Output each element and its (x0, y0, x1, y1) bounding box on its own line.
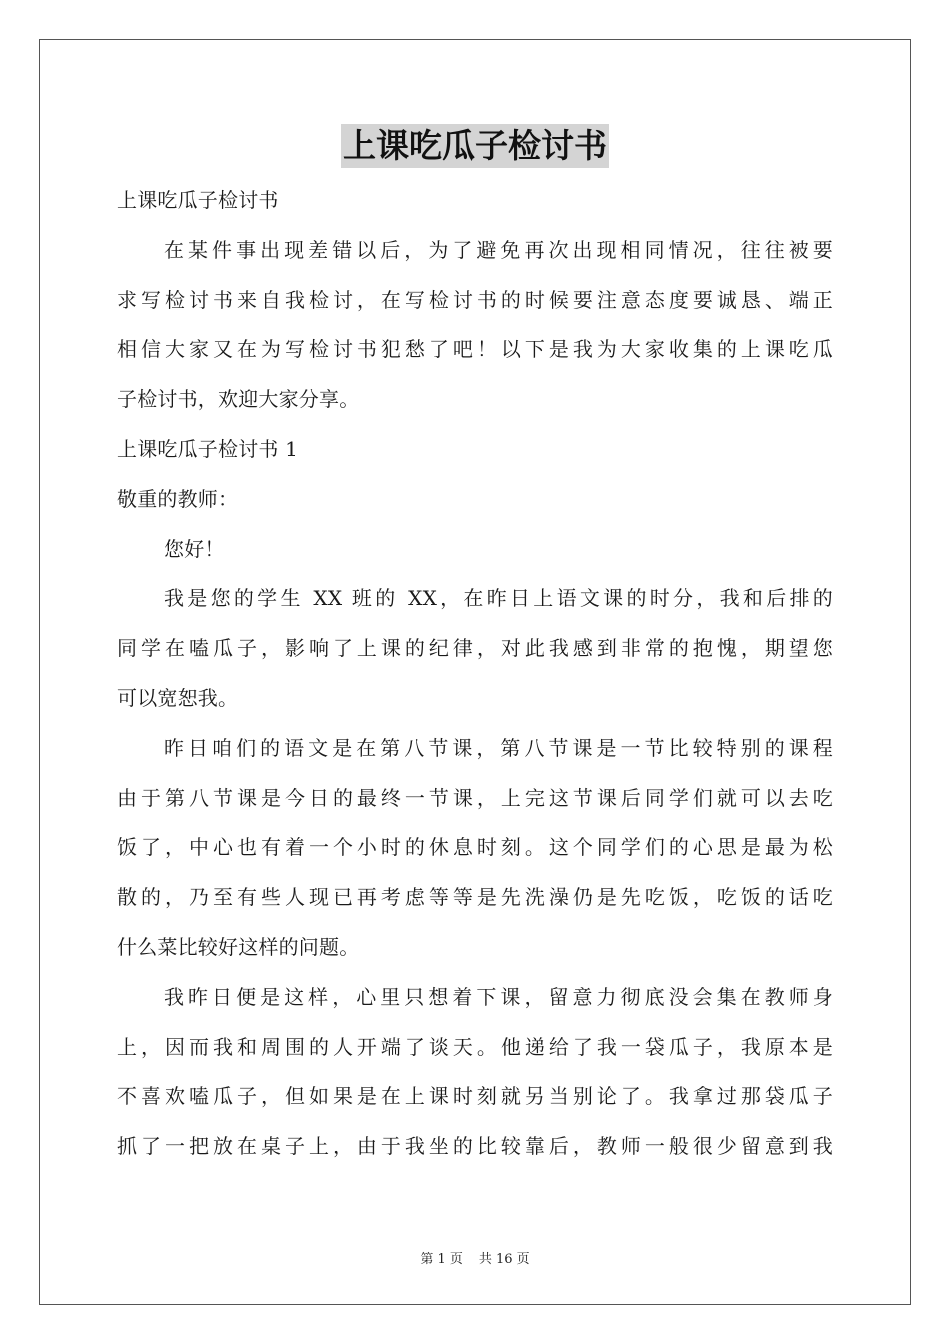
document-title-text: 上课吃瓜子检讨书 (341, 124, 609, 168)
text-line: 上课吃瓜子检讨书 1 (117, 436, 299, 461)
text-line: 上课吃瓜子检讨书 (117, 188, 279, 212)
text-line: 我是您的学生 XX 班的 XX，在昨日上语文课的时分，我和后排的 (164, 586, 833, 611)
page-total: 共 16 页 (478, 1252, 530, 1267)
text-line: 相信大家又在为写检讨书犯愁了吧！以下是我为大家收集的上课吃瓜 (117, 337, 833, 362)
text-line: 我昨日便是这样，心里只想着下课，留意力彻底没会集在教师身 (164, 984, 833, 1009)
text-line: 散的，乃至有些人现已再考虑等等是先洗澡仍是先吃饭，吃饭的话吃 (117, 885, 833, 910)
text-line: 可以宽恕我。 (117, 685, 239, 710)
text-line: 您好！ (164, 536, 225, 561)
text-line: 子检讨书，欢迎大家分享。 (117, 387, 360, 412)
text-line: 不喜欢嗑瓜子，但如果是在上课时刻就另当别论了。我拿过那袋瓜子 (117, 1084, 833, 1109)
document-title (0, 124, 950, 168)
text-line: 由于第八节课是今日的最终一节课，上完这节课后同学们就可以去吃 (117, 785, 833, 810)
text-line: 同学在嗑瓜子，影响了上课的纪律，对此我感到非常的抱愧，期望您 (117, 636, 833, 661)
text-line: 在某件事出现差错以后，为了避免再次出现相同情况，往往被要 (164, 237, 833, 262)
text-line: 抓了一把放在桌子上，由于我坐的比较靠后，教师一般很少留意到我 (117, 1134, 833, 1159)
page-footer (0, 1248, 950, 1267)
text-line: 什么菜比较好这样的问题。 (117, 934, 360, 959)
page-number: 第 1 页 (420, 1252, 463, 1267)
text-line: 敬重的教师： (117, 486, 239, 511)
text-line: 求写检讨书来自我检讨，在写检讨书的时候要注意态度要诚恳、端正 (117, 287, 833, 312)
text-line: 上，因而我和周围的人开端了谈天。他递给了我一袋瓜子，我原本是 (117, 1034, 833, 1059)
text-line: 昨日咱们的语文是在第八节课，第八节课是一节比较特别的课程 (164, 735, 833, 760)
document-body (117, 176, 833, 1172)
text-line: 饭了，中心也有着一个小时的休息时刻。这个同学们的心思是最为松 (117, 835, 833, 860)
